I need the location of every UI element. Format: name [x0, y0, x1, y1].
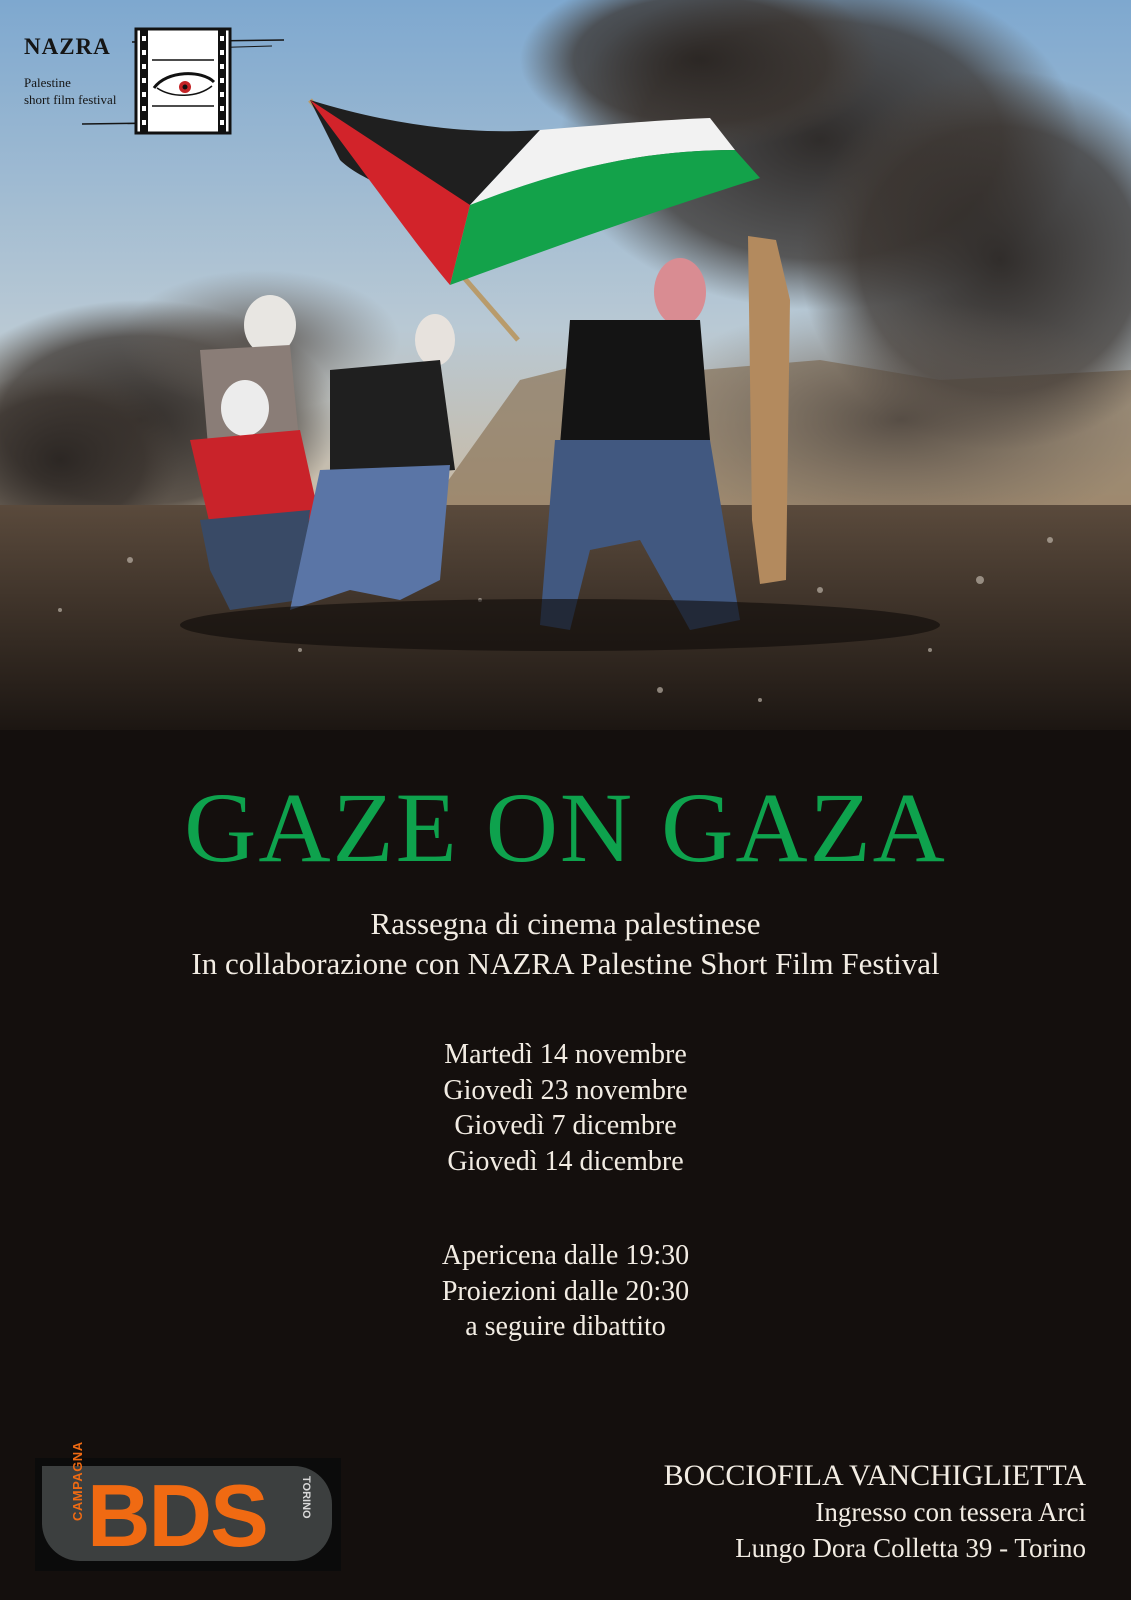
bds-logo-background [42, 1441, 332, 1565]
event-collaboration: In collaborazione con NAZRA Palestine Short Film Festival [191, 946, 940, 981]
nazra-logo-subtitle-1: Palestine [24, 75, 71, 90]
film-strip-eye-icon [22, 26, 292, 138]
bds-logo-city: TORINO [300, 1476, 312, 1519]
schedule-item: Apericena dalle 19:30 [441, 1240, 690, 1271]
schedule-list [0, 1238, 1131, 1345]
bds-torino-logo [35, 1441, 341, 1571]
schedule-item: Proiezioni dalle 20:30 [441, 1275, 690, 1307]
venue-address: Lungo Dora Colletta 39 - Torino [735, 1533, 1086, 1563]
date-item: Giovedì 7 dicembre [454, 1110, 677, 1141]
bds-logo-main: BDS [87, 1466, 267, 1565]
nazra-logo-subtitle-2: short film festival [24, 92, 117, 107]
schedule-item: a seguire dibattito [465, 1311, 666, 1342]
venue-name: BOCCIOFILA VANCHIGLIETTA [663, 1459, 1086, 1492]
date-item: Giovedì 14 dicembre [447, 1145, 684, 1177]
nazra-logo-name: NAZRA [24, 34, 111, 59]
dates-list [0, 1037, 1131, 1179]
event-subtitle: Rassegna di cinema palestinese [370, 906, 761, 941]
date-item: Giovedì 23 novembre [443, 1074, 688, 1106]
event-title: GAZE ON GAZA [184, 772, 947, 883]
date-item: Martedì 14 novembre [444, 1039, 687, 1070]
bds-logo-campagna: CAMPAGNA [70, 1441, 85, 1521]
venue-info [664, 1458, 1086, 1566]
nazra-logo [22, 26, 292, 138]
venue-entry-requirement: Ingresso con tessera Arci [815, 1497, 1086, 1527]
